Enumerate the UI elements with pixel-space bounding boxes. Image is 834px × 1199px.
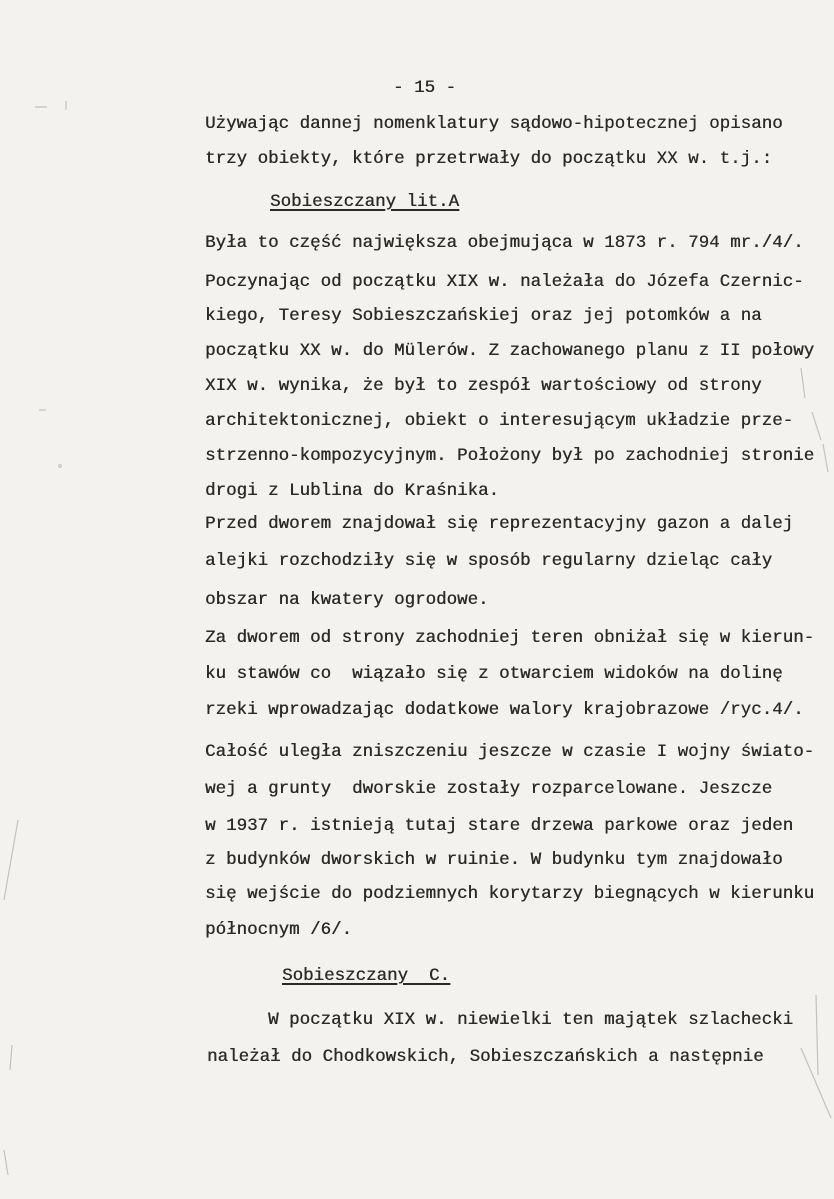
text-line: Całość uległa zniszczeniu jeszcze w czasie I wojny świato- bbox=[205, 742, 815, 762]
text-line: W początku XIX w. niewielki ten majątek szlachecki bbox=[268, 1010, 794, 1030]
text-line: Była to część największa obejmująca w 1873 r. 794 mr./4/. bbox=[205, 233, 804, 253]
text-line: drogi z Lublina do Kraśnika. bbox=[205, 481, 500, 501]
text-line: obszar na kwatery ogrodowe. bbox=[205, 590, 489, 610]
text-line: ku stawów co wiązało się z otwarciem widoków na dolinę bbox=[205, 664, 783, 684]
text-line: z budynków dworskich w ruinie. W budynku tym znajdowało bbox=[205, 850, 783, 870]
text-line: wej a grunty dworskie zostały rozparcelowane. Jeszcze bbox=[205, 779, 773, 799]
text-line: należał do Chodkowskich, Sobieszczańskich a następnie bbox=[207, 1047, 764, 1067]
text-line: rzeki wprowadzając dodatkowe walory krajobrazowe /ryc.4/. bbox=[205, 700, 804, 720]
text-line: kiego, Teresy Sobieszczańskiej oraz jej potomków a na bbox=[205, 306, 762, 326]
text-line: w 1937 r. istnieją tutaj stare drzewa parkowe oraz jeden bbox=[205, 816, 794, 836]
text-line: alejki rozchodziły się w sposób regularny dzieląc cały bbox=[205, 551, 773, 571]
text-line: początku XX w. do Mülerów. Z zachowanego planu z II połowy bbox=[205, 341, 815, 361]
text-line: XIX w. wynika, że był to zespół wartościowy od strony bbox=[205, 376, 762, 396]
section-c-heading: Sobieszczany C. bbox=[282, 966, 451, 986]
text-line: Za dworem od strony zachodniej teren obniżał się w kierun- bbox=[205, 628, 815, 648]
page-number: - 15 - bbox=[393, 78, 457, 98]
text-line: architektonicznej, obiekt o interesującym układzie prze- bbox=[205, 411, 794, 431]
text-line: trzy obiekty, które przetrwały do początku XX w. t.j.: bbox=[205, 149, 773, 169]
text-line: Poczynając od początku XIX w. należała do Józefa Czernic- bbox=[205, 272, 804, 292]
text-line: się wejście do podziemnych korytarzy biegnących w kierunku bbox=[205, 884, 815, 904]
text-line: Używając dannej nomenklatury sądowo-hipotecznej opisano bbox=[205, 114, 783, 134]
text-line: Przed dworem znajdował się reprezentacyjny gazon a dalej bbox=[205, 514, 794, 534]
section-a-heading: Sobieszczany lit.A bbox=[270, 192, 460, 212]
text-line: północnym /6/. bbox=[205, 920, 353, 940]
text-line: strzenno-kompozycyjnym. Położony był po zachodniej stronie bbox=[205, 446, 815, 466]
